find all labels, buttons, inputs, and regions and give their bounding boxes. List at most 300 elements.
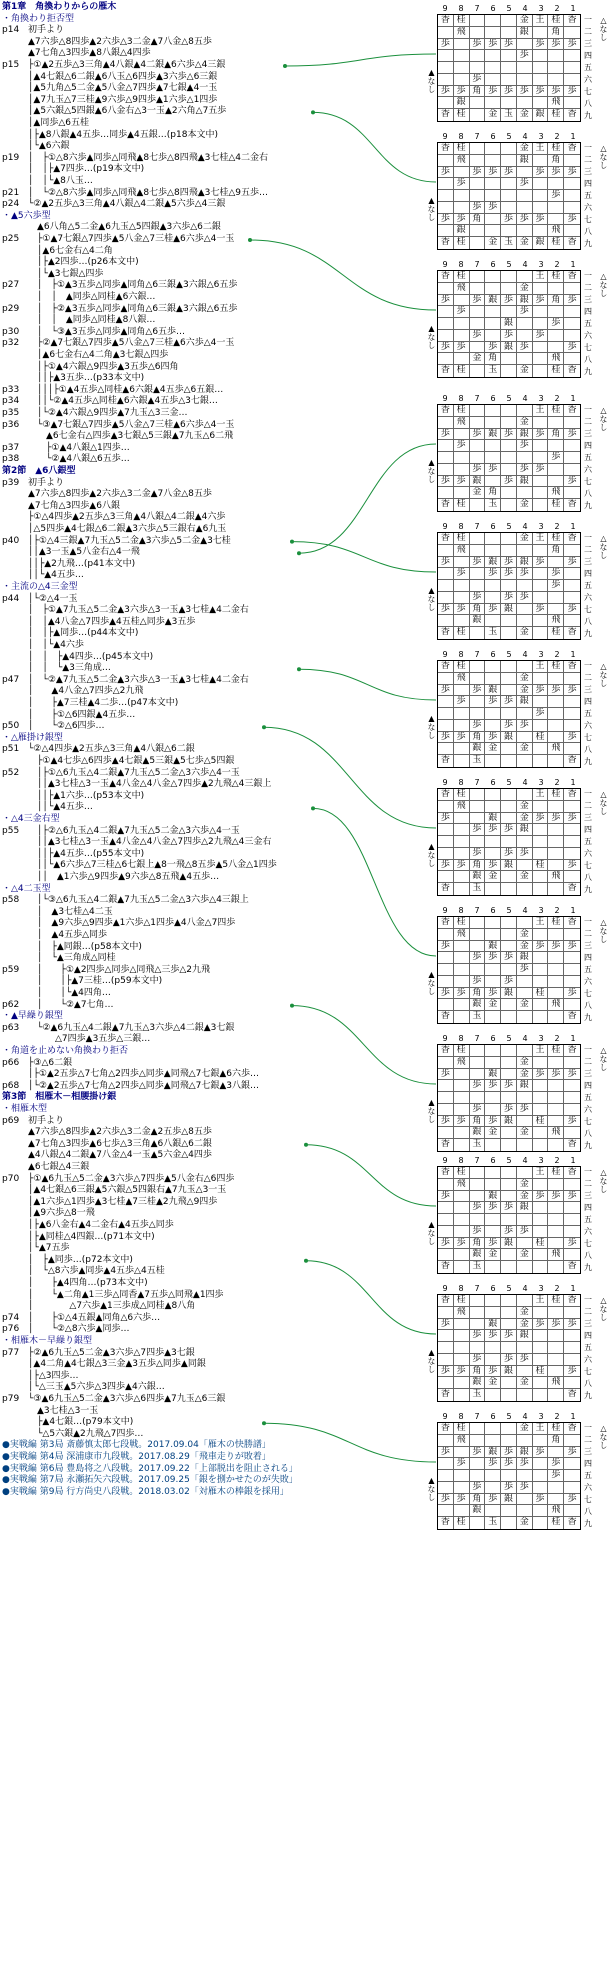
piece-glyph: 歩 (567, 213, 577, 224)
empty-square (548, 1092, 564, 1104)
gote-piece (517, 1080, 533, 1092)
empty-square (485, 178, 501, 190)
column-label: 9 (442, 394, 448, 403)
column-label: 8 (458, 260, 464, 269)
row-label: 五 (584, 63, 592, 72)
empty-square (517, 452, 533, 464)
row-label: 四 (584, 179, 592, 188)
empty-square (564, 708, 580, 720)
empty-square (470, 1458, 486, 1470)
piece-glyph: 歩 (551, 1318, 561, 1329)
page-ref: p15 (2, 60, 20, 70)
piece-glyph: 金 (519, 999, 529, 1010)
sente-piece (470, 988, 486, 1000)
empty-square (470, 1295, 486, 1307)
gote-piece (454, 15, 470, 27)
empty-square (454, 1342, 470, 1354)
empty-square (501, 1057, 517, 1069)
row-label: 六 (584, 1355, 592, 1364)
column-label: 1 (570, 522, 576, 531)
piece-glyph: 飛 (456, 154, 466, 165)
empty-square (533, 499, 549, 511)
sente-piece (564, 1261, 580, 1273)
gote-piece (454, 405, 470, 417)
piece-glyph: 歩 (567, 731, 577, 742)
sente-piece (533, 604, 549, 616)
empty-square (438, 1092, 454, 1104)
piece-glyph: 金 (488, 743, 498, 754)
piece-glyph: 飛 (551, 97, 561, 108)
piece-glyph: 歩 (519, 178, 529, 189)
board-grid (437, 660, 581, 768)
piece-glyph: 銀 (535, 109, 545, 120)
gote-piece (501, 1447, 517, 1459)
empty-square (454, 1354, 470, 1366)
gote-piece (470, 685, 486, 697)
empty-square (438, 836, 454, 848)
empty-square (501, 306, 517, 318)
empty-square (454, 1069, 470, 1081)
gote-piece (454, 661, 470, 673)
piece-glyph: 角 (551, 154, 561, 165)
empty-square (470, 405, 486, 417)
row-label: 九 (584, 239, 592, 248)
empty-square (533, 1389, 549, 1401)
sente-piece (501, 604, 517, 616)
piece-glyph: 歩 (488, 952, 498, 963)
shogi-board (425, 1284, 610, 1412)
piece-glyph: 歩 (535, 166, 545, 177)
sente-piece (485, 487, 501, 499)
section-heading: ・相雁木型 (2, 1104, 48, 1114)
piece-glyph: 歩 (503, 975, 513, 986)
piece-glyph: 歩 (456, 568, 466, 579)
section-heading: ・△4二玉型 (2, 883, 51, 894)
gote-piece (548, 568, 564, 580)
piece-glyph: 桂 (456, 1423, 466, 1433)
piece-glyph: 飛 (551, 353, 561, 364)
column-label: 2 (554, 1412, 560, 1421)
empty-square (485, 190, 501, 202)
sente-piece (438, 1011, 454, 1023)
piece-glyph: 桂 (551, 1295, 561, 1305)
empty-square (438, 27, 454, 39)
empty-square (548, 755, 564, 767)
sente-piece (485, 464, 501, 476)
sente-piece (470, 592, 486, 604)
empty-square (533, 545, 549, 557)
empty-square (438, 871, 454, 883)
piece-glyph: 玉 (472, 1011, 482, 1022)
sente-piece (470, 86, 486, 98)
sente-piece (485, 365, 501, 377)
gote-piece (564, 15, 580, 27)
empty-square (454, 487, 470, 499)
empty-square (454, 1127, 470, 1139)
empty-square (548, 306, 564, 318)
gote-piece (533, 1319, 549, 1331)
empty-square (438, 615, 454, 627)
page-ref: p30 (2, 326, 20, 337)
empty-square (485, 27, 501, 39)
row-label: 二 (584, 27, 592, 36)
piece-glyph: 歩 (472, 38, 482, 49)
piece-glyph: 歩 (503, 952, 513, 963)
sente-piece (533, 708, 549, 720)
column-labels (437, 1284, 581, 1294)
sente-hand: ▲なし (427, 1220, 436, 1245)
sente-piece (501, 1366, 517, 1378)
empty-square (548, 860, 564, 872)
column-label: 8 (458, 906, 464, 915)
column-label: 4 (522, 4, 528, 13)
empty-square (485, 1389, 501, 1401)
column-label: 4 (522, 650, 528, 659)
empty-square (485, 283, 501, 295)
gote-piece (454, 1458, 470, 1470)
empty-square (533, 1517, 549, 1529)
move-text: ▲6八角△5二金▲6九玉△5四銀▲3六歩△6二銀 (28, 222, 221, 233)
gote-piece (438, 1319, 454, 1331)
row-label: 一 (584, 661, 592, 670)
column-label: 7 (474, 1412, 480, 1421)
sente-piece (517, 499, 533, 511)
piece-glyph: 歩 (503, 475, 513, 486)
row-label: 二 (584, 801, 592, 810)
row-label: 四 (584, 569, 592, 578)
sente-piece (548, 1517, 564, 1529)
empty-square (485, 306, 501, 318)
sente-piece (564, 214, 580, 226)
move-text: │▲5六銀△5四銀▲6八金右△3一玉▲2六角△7五歩 (28, 106, 227, 117)
sente-piece (533, 1366, 549, 1378)
chapter-heading: 第2節 ▲6八銀型 (2, 466, 76, 476)
gote-piece (517, 673, 533, 685)
sente-piece (485, 871, 501, 883)
piece-glyph: 歩 (535, 940, 545, 951)
sente-piece (438, 1238, 454, 1250)
gote-piece (501, 318, 517, 330)
empty-square (485, 1307, 501, 1319)
empty-square (501, 1435, 517, 1447)
gote-piece (485, 1447, 501, 1459)
empty-square (438, 306, 454, 318)
board-grid (437, 404, 581, 512)
gote-piece (485, 568, 501, 580)
empty-square (517, 190, 533, 202)
gote-piece (485, 813, 501, 825)
column-label: 6 (490, 260, 496, 269)
move-text: ▲6七銀△4三銀 (28, 1162, 90, 1172)
sente-piece (564, 1139, 580, 1151)
empty-square (438, 545, 454, 557)
empty-square (517, 1214, 533, 1226)
gote-hand: △なし (599, 1168, 608, 1193)
piece-glyph: 歩 (503, 1446, 513, 1457)
sente-piece (517, 627, 533, 639)
empty-square (564, 155, 580, 167)
piece-glyph: 桂 (535, 859, 545, 870)
piece-glyph: 金 (488, 237, 498, 248)
empty-square (501, 1249, 517, 1261)
gote-piece (564, 295, 580, 307)
empty-square (470, 271, 486, 283)
piece-glyph: 金 (488, 109, 498, 120)
empty-square (517, 580, 533, 592)
piece-glyph: 桂 (551, 661, 561, 671)
row-label: 七 (584, 1367, 592, 1376)
empty-square (485, 440, 501, 452)
piece-glyph: 歩 (551, 1068, 561, 1079)
row-label: 八 (584, 617, 592, 626)
piece-glyph: 金 (519, 871, 529, 882)
gote-piece (485, 557, 501, 569)
column-label: 3 (538, 650, 544, 659)
empty-square (485, 1045, 501, 1057)
empty-square (548, 557, 564, 569)
column-label: 4 (522, 1156, 528, 1165)
piece-glyph: 歩 (472, 1330, 482, 1341)
piece-glyph: 歩 (440, 1237, 450, 1248)
empty-square (454, 755, 470, 767)
piece-glyph: 歩 (567, 1318, 577, 1329)
sente-piece (501, 1226, 517, 1238)
piece-glyph: 玉 (488, 499, 498, 510)
empty-square (517, 708, 533, 720)
piece-glyph: 角 (472, 1493, 482, 1504)
empty-square (438, 1127, 454, 1139)
empty-square (533, 342, 549, 354)
empty-square (485, 62, 501, 74)
piece-glyph: 金 (519, 672, 529, 683)
move-text: ││└▲4五歩… (28, 570, 84, 581)
empty-square (454, 976, 470, 988)
gote-piece (485, 1330, 501, 1342)
gote-piece (517, 178, 533, 190)
piece-glyph: 香 (567, 1045, 577, 1055)
empty-square (454, 190, 470, 202)
piece-glyph: 歩 (472, 294, 482, 305)
gote-hand: △なし (599, 662, 608, 687)
empty-square (485, 592, 501, 604)
gote-piece (533, 661, 549, 673)
move-text: │ ├①▲3五歩△同歩▲同角△6三銀▲3六銀△6五歩 (28, 280, 238, 291)
gote-piece (517, 15, 533, 27)
sente-piece (438, 627, 454, 639)
sente-piece (533, 214, 549, 226)
empty-square (485, 1104, 501, 1116)
empty-square (501, 1167, 517, 1179)
move-text: └③▲7七銀△7四歩▲5八金△7三桂▲6六歩△4一玉 (28, 419, 235, 430)
gote-piece (548, 1458, 564, 1470)
empty-square (485, 673, 501, 685)
piece-glyph: 歩 (519, 847, 529, 858)
sente-piece (548, 97, 564, 109)
gote-piece (533, 1447, 549, 1459)
empty-square (501, 627, 517, 639)
empty-square (438, 74, 454, 86)
piece-glyph: 歩 (472, 591, 482, 602)
empty-square (564, 801, 580, 813)
empty-square (533, 417, 549, 429)
empty-square (548, 1447, 564, 1459)
piece-glyph: 桂 (456, 789, 466, 799)
piece-glyph: 桂 (456, 271, 466, 281)
piece-glyph: 歩 (535, 38, 545, 49)
column-label: 4 (522, 778, 528, 787)
column-labels (437, 394, 581, 404)
empty-square (485, 708, 501, 720)
piece-glyph: 歩 (567, 1068, 577, 1079)
column-label: 5 (506, 650, 512, 659)
row-label: 三 (584, 295, 592, 304)
empty-square (501, 1389, 517, 1401)
piece-glyph: 歩 (456, 696, 466, 707)
sente-piece (548, 615, 564, 627)
empty-square (470, 1057, 486, 1069)
piece-glyph: 金 (519, 928, 529, 939)
move-text: │ ├①▲2四歩△同歩△同飛△三歩△2九飛 (28, 964, 210, 975)
piece-glyph: 玉 (488, 365, 498, 376)
empty-square (564, 225, 580, 237)
piece-glyph: 飛 (456, 26, 466, 37)
column-label: 5 (506, 522, 512, 531)
empty-square (485, 1342, 501, 1354)
sente-piece (548, 318, 564, 330)
gote-piece (517, 568, 533, 580)
sente-piece (485, 604, 501, 616)
empty-square (454, 464, 470, 476)
empty-square (564, 464, 580, 476)
column-label: 6 (490, 1034, 496, 1043)
empty-square (485, 848, 501, 860)
empty-square (564, 952, 580, 964)
move-text: │ └②▲7七角… (28, 999, 114, 1010)
empty-square (454, 708, 470, 720)
empty-square (501, 999, 517, 1011)
shogi-board (425, 4, 610, 132)
row-label: 三 (584, 1447, 592, 1456)
empty-square (533, 190, 549, 202)
sente-piece (438, 1139, 454, 1151)
gote-piece (501, 39, 517, 51)
piece-glyph: 歩 (488, 1330, 498, 1341)
gote-piece (564, 1191, 580, 1203)
gote-piece (517, 1458, 533, 1470)
column-label: 3 (538, 778, 544, 787)
page-ref: p50 (2, 721, 20, 732)
piece-glyph: 香 (567, 1389, 577, 1400)
empty-square (564, 1307, 580, 1319)
gote-piece (454, 917, 470, 929)
piece-glyph: 金 (488, 1127, 498, 1138)
empty-square (485, 1354, 501, 1366)
sente-piece (501, 732, 517, 744)
page-ref: p19 (2, 152, 20, 163)
column-label: 2 (554, 650, 560, 659)
empty-square (454, 353, 470, 365)
empty-square (438, 999, 454, 1011)
piece-glyph: 香 (567, 1261, 577, 1272)
game-reference: ●実戦編 第4局 深浦康市九段戦。2017.08.29「飛車走りが敗着」 (2, 1452, 271, 1462)
empty-square (470, 440, 486, 452)
empty-square (438, 1354, 454, 1366)
sente-piece (533, 237, 549, 249)
piece-glyph: 歩 (567, 603, 577, 614)
piece-glyph: 飛 (456, 800, 466, 811)
piece-glyph: 歩 (440, 428, 450, 439)
empty-square (533, 673, 549, 685)
sente-piece (533, 330, 549, 342)
gote-piece (564, 1319, 580, 1331)
empty-square (501, 1045, 517, 1057)
piece-glyph: 桂 (456, 365, 466, 376)
empty-square (454, 39, 470, 51)
sente-hand: ▲なし (427, 1476, 436, 1501)
sente-piece (485, 732, 501, 744)
empty-square (470, 1423, 486, 1435)
page-ref: p24 (2, 199, 20, 210)
empty-square (454, 202, 470, 214)
empty-square (533, 1127, 549, 1139)
move-text: │▲1六歩△1四歩▲3七桂▲7三桂▲2九飛△9四歩 (28, 1196, 218, 1207)
column-label: 3 (538, 1156, 544, 1165)
move-text: ││ ▲1六歩△9四歩▲9六歩△8五飛▲4五歩… (28, 872, 220, 882)
piece-glyph: 香 (567, 1295, 577, 1305)
piece-glyph: 銀 (519, 1446, 529, 1457)
piece-glyph: 香 (440, 627, 450, 638)
row-label: 六 (584, 721, 592, 730)
piece-glyph: 金 (519, 800, 529, 811)
gote-hand: △なし (599, 144, 608, 169)
piece-glyph: 桂 (535, 1115, 545, 1126)
move-text: │├①▲2五歩△7七角△2四歩△同歩▲同飛△7七銀▲6六歩… (28, 1069, 259, 1080)
empty-square (454, 1011, 470, 1023)
empty-square (454, 1080, 470, 1092)
row-label: 八 (584, 489, 592, 498)
piece-glyph: 桂 (456, 917, 466, 927)
empty-square (548, 1366, 564, 1378)
sente-piece (438, 237, 454, 249)
piece-glyph: 歩 (456, 987, 466, 998)
piece-glyph: 歩 (519, 1458, 529, 1469)
empty-square (438, 452, 454, 464)
sente-hand: ▲なし (427, 586, 436, 611)
empty-square (533, 1458, 549, 1470)
empty-square (564, 306, 580, 318)
piece-glyph: 歩 (456, 341, 466, 352)
empty-square (454, 295, 470, 307)
gote-piece (470, 295, 486, 307)
gote-piece (470, 167, 486, 179)
empty-square (501, 97, 517, 109)
piece-glyph: 歩 (535, 812, 545, 823)
column-label: 4 (522, 394, 528, 403)
gote-piece (501, 1330, 517, 1342)
sente-piece (517, 592, 533, 604)
move-text: │ ├①△6四銀▲4五歩… (28, 709, 136, 720)
sente-piece (438, 1261, 454, 1273)
gote-piece (564, 1069, 580, 1081)
sente-piece (454, 237, 470, 249)
move-text: │▲4七銀△6二銀▲6八玉△6四歩▲3六歩△6三銀 (28, 71, 218, 82)
gote-piece (485, 685, 501, 697)
empty-square (501, 755, 517, 767)
move-text: │├△3四歩… (28, 1370, 79, 1381)
sente-piece (470, 1505, 486, 1517)
move-text: │ ├▲7三桂▲4二歩…(p47本文中) (28, 698, 179, 708)
gote-piece (438, 1167, 454, 1179)
